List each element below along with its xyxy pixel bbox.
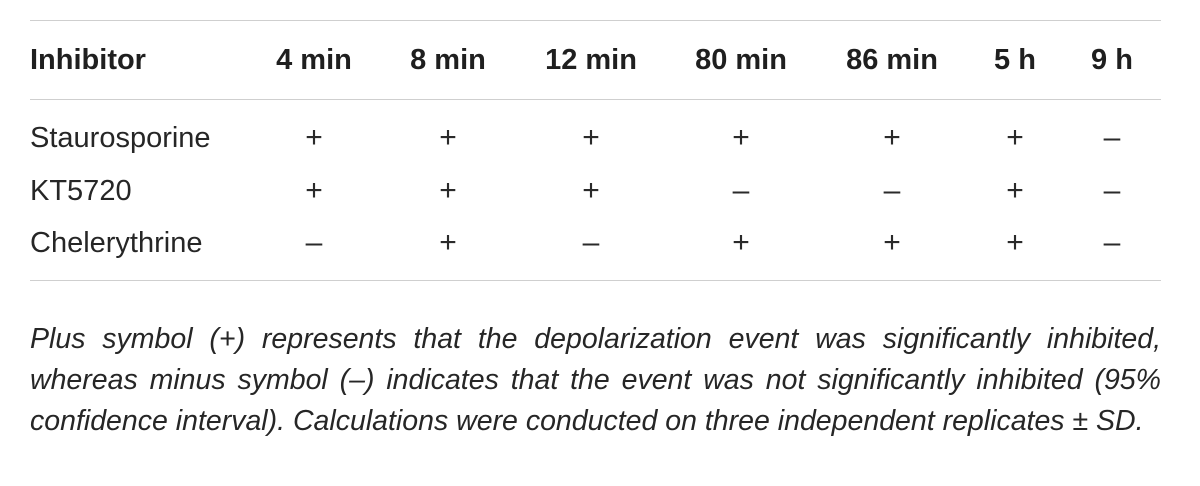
table-cell: + [1006,226,1024,259]
table-cell: – [305,226,323,259]
table-cell: + [582,121,600,154]
column-header-86-min: 86 min [846,44,938,76]
table-cell: + [1006,121,1024,154]
column-header-8-min: 8 min [410,44,486,76]
row-label-staurosporine: Staurosporine [30,122,211,154]
table-cell: – [1103,226,1121,259]
table-row [30,118,1161,158]
table-header-rule [30,99,1161,100]
table-row [30,223,1161,263]
table-cell: + [732,226,750,259]
table-cell: – [883,174,901,207]
table-row [30,171,1161,211]
table-cell: + [439,226,457,259]
table-cell: – [582,226,600,259]
table-cell: + [305,121,323,154]
column-header-9-h: 9 h [1091,44,1133,76]
table-cell: + [883,226,901,259]
table-cell: – [1103,174,1121,207]
column-header-12-min: 12 min [545,44,637,76]
table-cell: – [1103,121,1121,154]
table-cell: + [439,121,457,154]
table-cell: + [582,174,600,207]
row-label-chelerythrine: Chelerythrine [30,227,203,259]
column-header-4-min: 4 min [276,44,352,76]
table-cell: – [732,174,750,207]
table-cell: + [732,121,750,154]
column-header-80-min: 80 min [695,44,787,76]
table-cell: + [439,174,457,207]
table-cell: + [883,121,901,154]
column-header-inhibitor: Inhibitor [30,44,146,76]
table-header-row [30,40,1161,80]
table-cell: + [305,174,323,207]
table-footnote: Plus symbol (+) represents that the depolarization event was significantly inhibited, whereas minus symbol (–) indicates that the event was not significantly inhibited (95% confidence interval). Calculations were conducted on three independent replicates ± SD. [30,322,1161,437]
table-cell: + [1006,174,1024,207]
table-top-rule [30,20,1161,21]
table-bottom-rule [30,280,1161,281]
row-label-kt5720: KT5720 [30,175,132,207]
column-header-5-h: 5 h [994,44,1036,76]
